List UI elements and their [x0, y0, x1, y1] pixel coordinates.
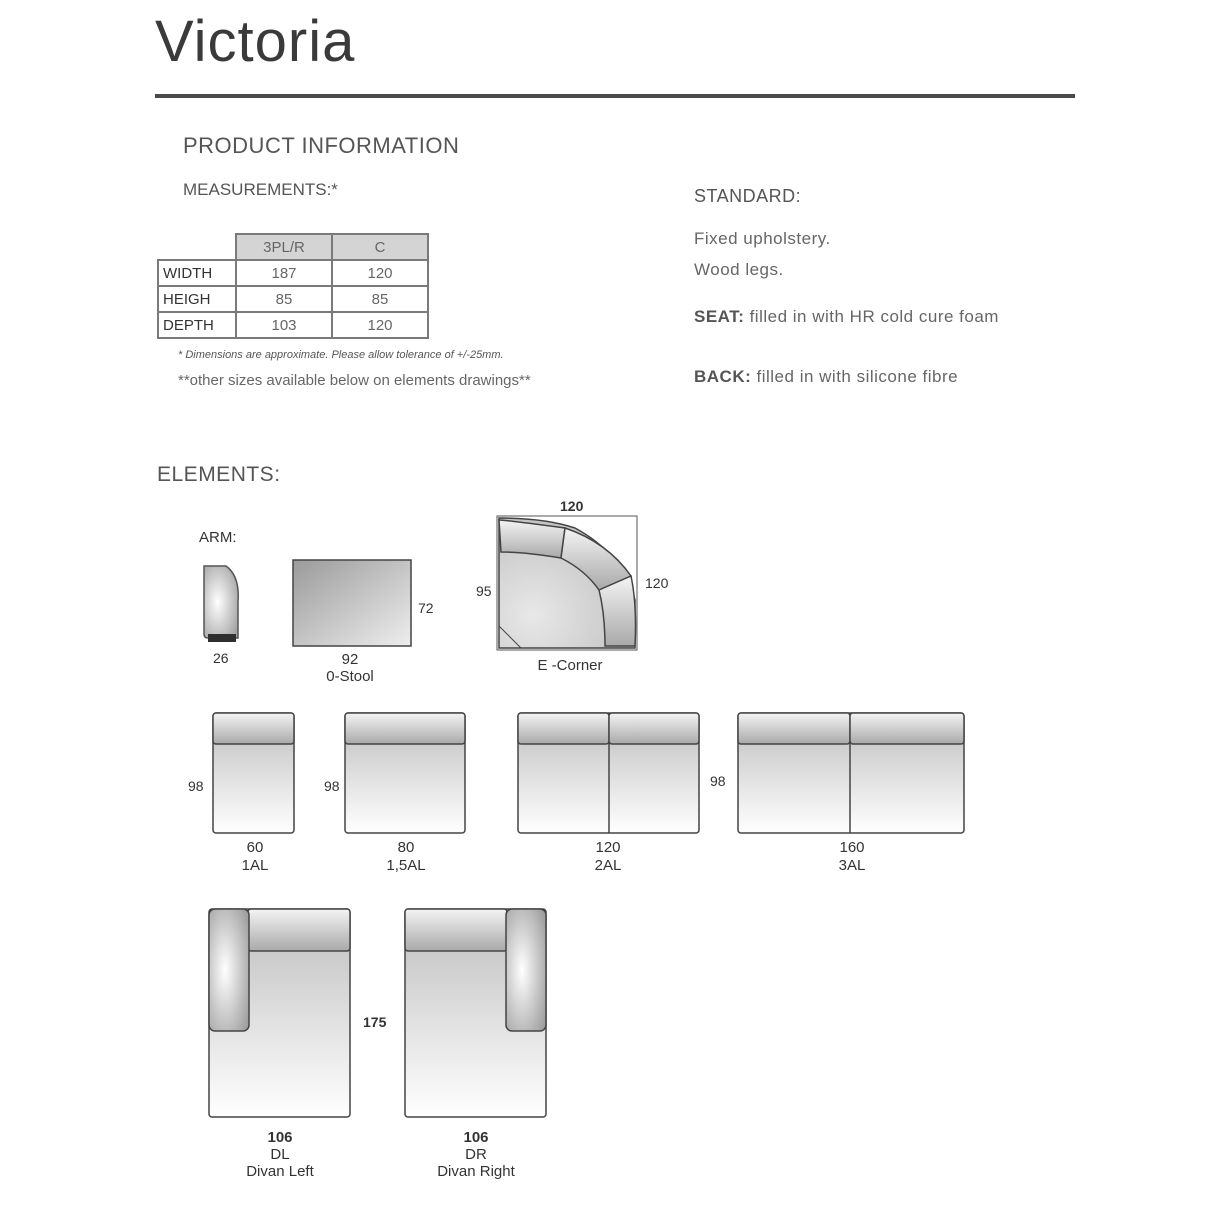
standard-heading: STANDARD: — [694, 186, 802, 206]
measurements-table — [157, 233, 429, 339]
element-3al-drawing — [737, 712, 966, 836]
row-label: WIDTH — [158, 260, 236, 286]
divan-left-name: Divan Left — [246, 1163, 314, 1180]
standard-line: Fixed upholstery. — [694, 229, 831, 248]
arm-drawing — [200, 562, 242, 644]
element-2al-drawing — [517, 712, 701, 836]
divan-left-code: DL — [270, 1146, 290, 1163]
row-label: DEPTH — [158, 312, 236, 338]
divan-right-drawing — [404, 908, 548, 1120]
page-title: Victoria — [155, 9, 356, 74]
table-header-row — [158, 234, 428, 260]
element-3al-height: 98 — [710, 773, 726, 789]
divan-depth: 175 — [363, 1014, 387, 1030]
corner-drawing — [495, 514, 640, 654]
back-spec — [694, 367, 958, 387]
element-1al-drawing — [212, 712, 296, 836]
table-header: 3PL/R — [236, 234, 332, 260]
divan-right-name: Divan Right — [437, 1163, 515, 1180]
table-cell: 187 — [236, 260, 332, 286]
elements-heading: ELEMENTS: — [157, 463, 281, 486]
element-15al-width: 80 — [397, 839, 415, 856]
element-15al-height: 98 — [324, 778, 340, 794]
divan-left-drawing — [208, 908, 352, 1120]
divan-right-width: 106 — [463, 1129, 489, 1146]
table-row — [158, 286, 428, 312]
element-3al-width: 160 — [839, 839, 865, 856]
table-cell: 120 — [332, 260, 428, 286]
element-15al-name: 1,5AL — [386, 857, 426, 874]
tolerance-note: * Dimensions are approximate. Please allow tolerance of +/-25mm. — [178, 349, 504, 361]
table-cell: 120 — [332, 312, 428, 338]
back-text: filled in with silicone fibre — [751, 367, 959, 386]
measurements-heading: MEASUREMENTS:* — [183, 180, 338, 199]
stool-name: 0-Stool — [326, 668, 374, 685]
corner-depth: 120 — [645, 575, 669, 591]
arm-width: 26 — [213, 650, 229, 666]
table-row — [158, 312, 428, 338]
element-1al-height: 98 — [188, 778, 204, 794]
table-corner-cell — [158, 234, 236, 260]
divan-left-width: 106 — [267, 1129, 293, 1146]
corner-width: 120 — [560, 498, 584, 514]
seat-spec — [694, 307, 999, 327]
sizes-note: **other sizes available below on elements drawings** — [178, 372, 531, 389]
seat-label: SEAT: — [694, 307, 745, 326]
element-1al-width: 60 — [246, 839, 264, 856]
corner-inner: 95 — [476, 583, 492, 599]
table-cell: 103 — [236, 312, 332, 338]
element-1al-name: 1AL — [241, 857, 269, 874]
corner-name: E -Corner — [537, 657, 603, 674]
element-2al-width: 120 — [595, 839, 621, 856]
element-2al-name: 2AL — [594, 857, 622, 874]
stool-depth: 72 — [418, 600, 434, 616]
stool-drawing — [292, 559, 414, 649]
arm-caption: ARM: — [199, 529, 237, 546]
seat-text: filled in with HR cold cure foam — [744, 307, 999, 326]
element-3al-name: 3AL — [838, 857, 866, 874]
row-label: HEIGH — [158, 286, 236, 312]
table-cell: 85 — [332, 286, 428, 312]
table-cell: 85 — [236, 286, 332, 312]
back-label: BACK: — [694, 367, 752, 386]
element-15al-drawing — [344, 712, 467, 836]
standard-line: Wood legs. — [694, 260, 784, 279]
title-divider — [155, 94, 1075, 98]
table-header: C — [332, 234, 428, 260]
table-row — [158, 260, 428, 286]
product-info-heading: PRODUCT INFORMATION — [183, 133, 460, 158]
stool-width: 92 — [341, 651, 359, 668]
divan-right-code: DR — [465, 1146, 487, 1163]
